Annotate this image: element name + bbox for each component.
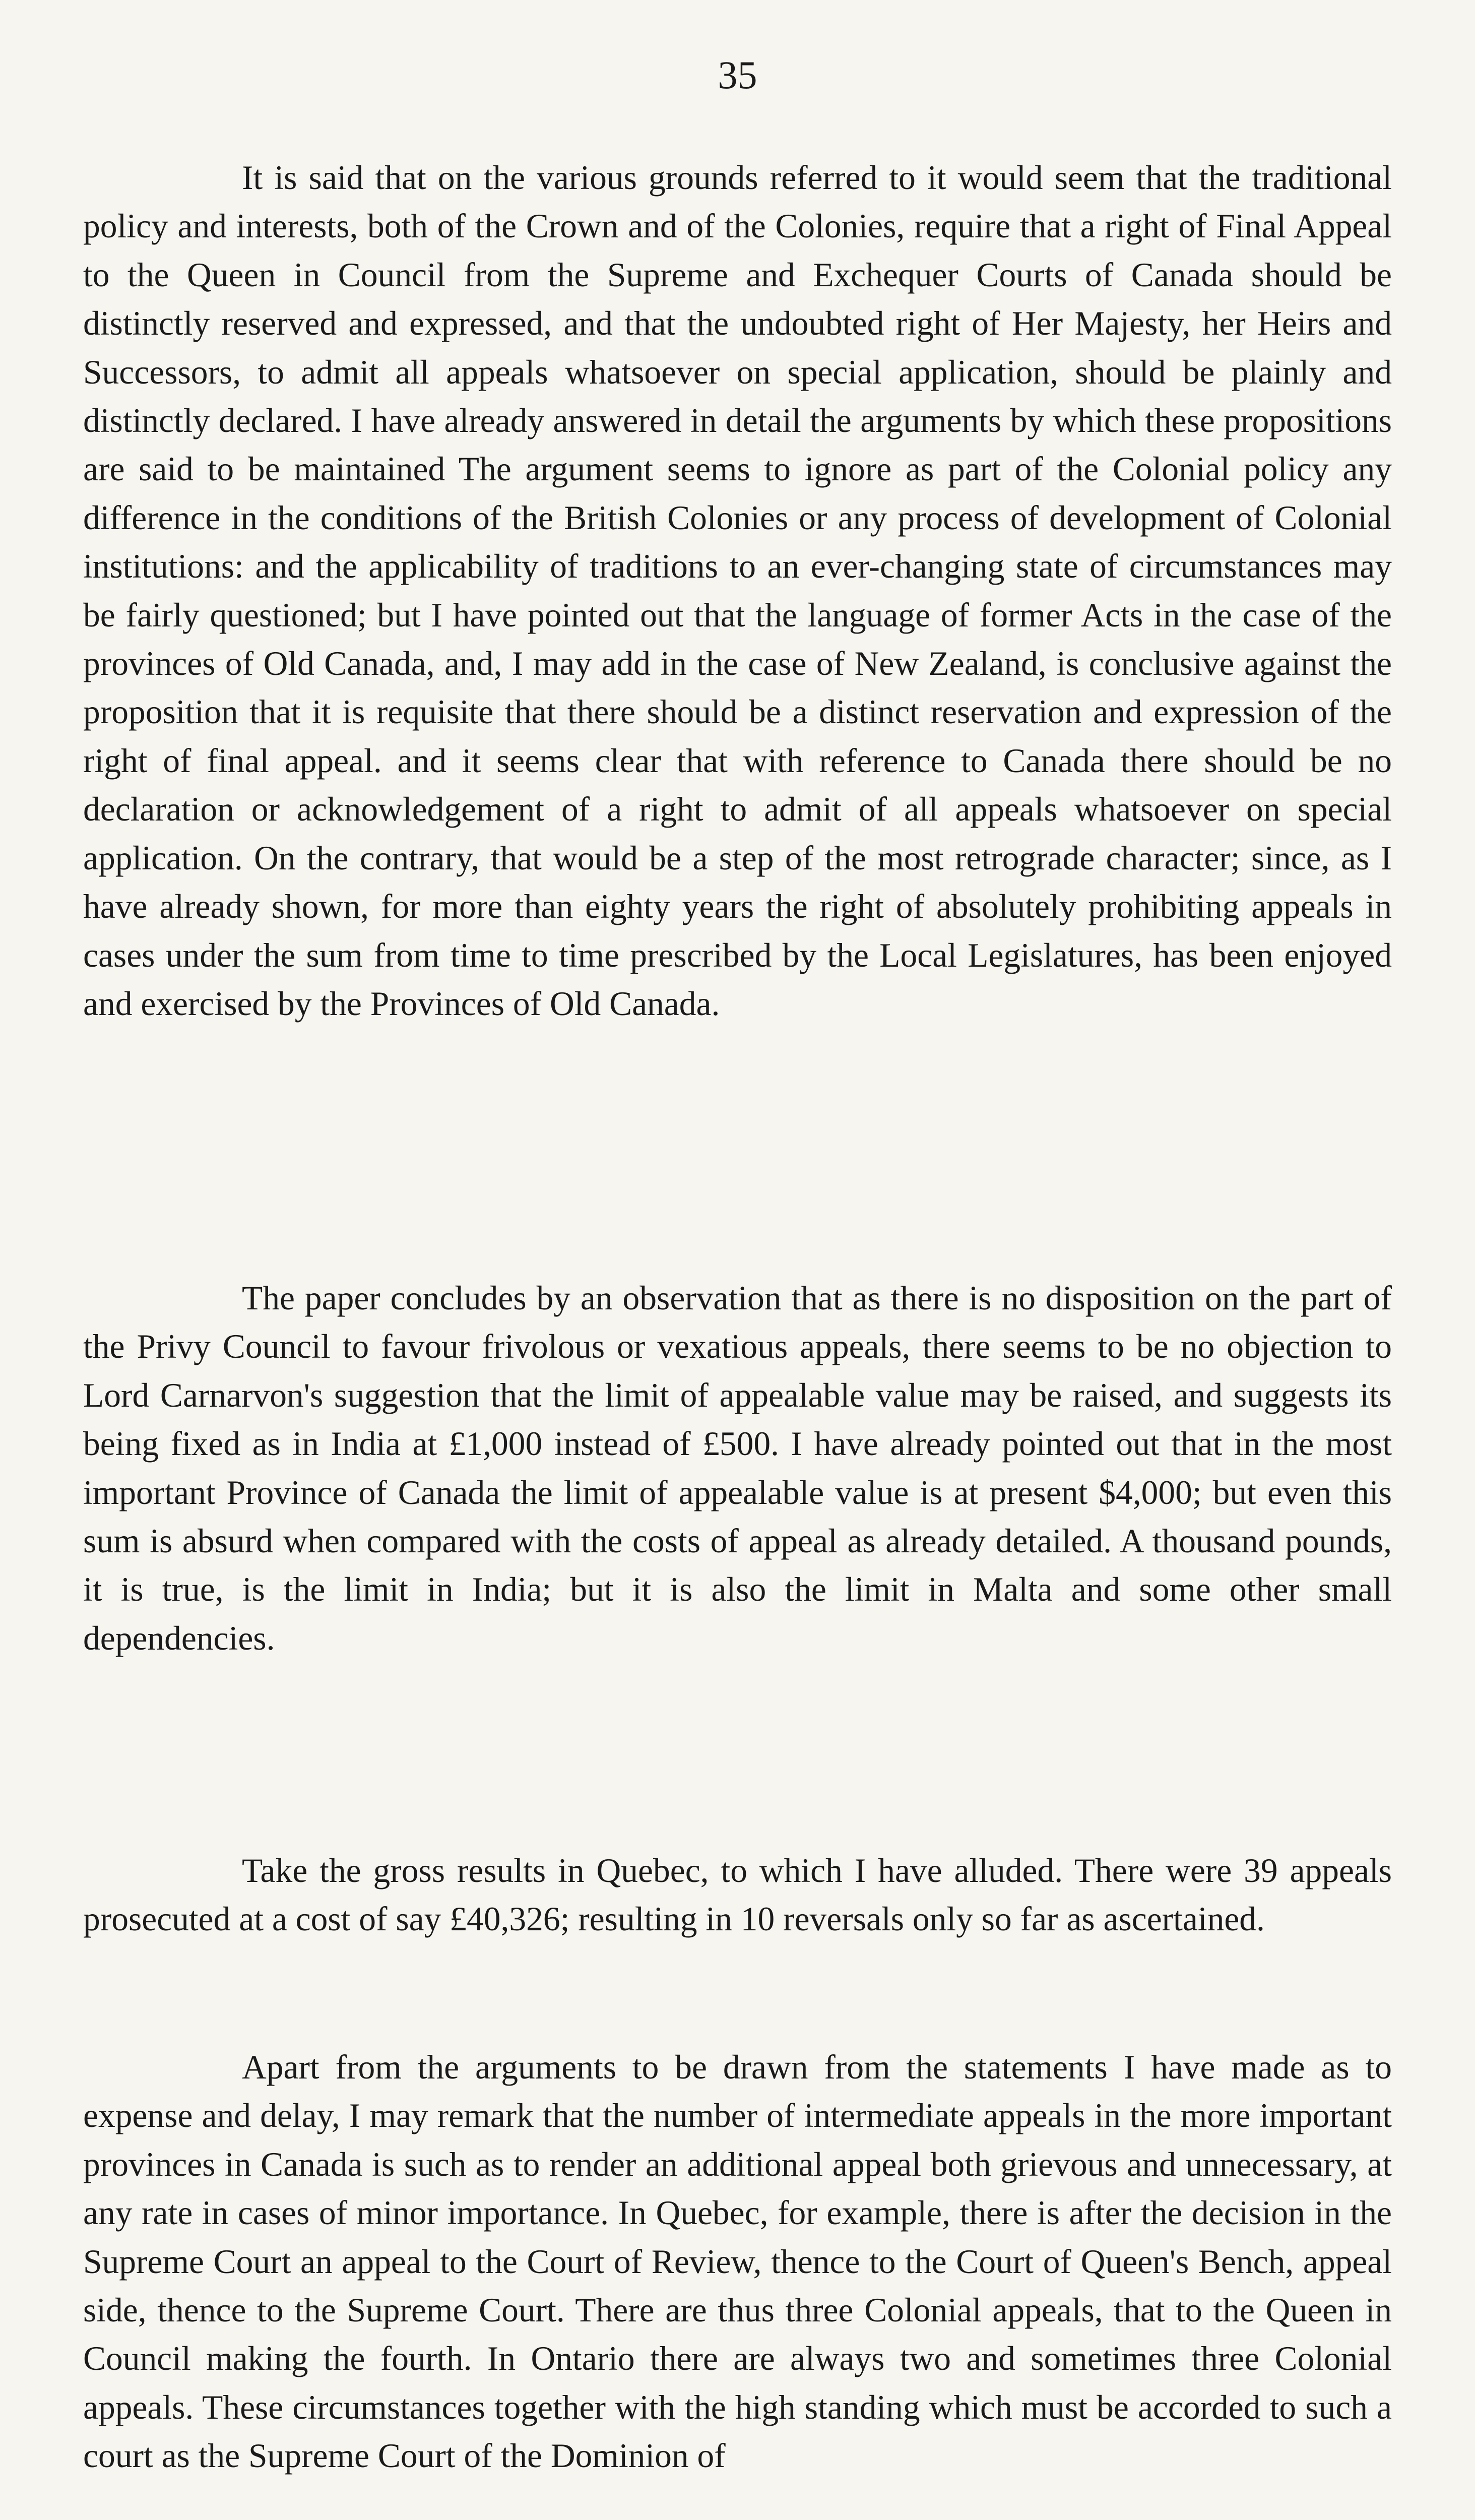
body-paragraph-1-block xyxy=(83,154,1392,1028)
body-paragraph-4-block xyxy=(83,2043,1392,2481)
paragraph-quebec-results: Take the gross results in Quebec, to which I have alluded. There were 39 appeals prosecuted at a cost of say £40,326; resulting in 10 reversals only so far as ascertained. xyxy=(83,1852,1392,1938)
body-paragraph-2-block xyxy=(83,1274,1392,1663)
paragraph-final-appeal: It is said that on the various grounds referred to it would seem that the traditional policy and interests, both of the Crown and of the Colonies, require that a right of Final Appeal to the Queen in Council from the Supreme and Exchequer Courts of Canada should be distinctly reserved and expressed, and that the undoubted right of Her Majesty, her Heirs and Successors, to admit all appeals whatsoever on special application, should be plainly and distinctly declared. I have already answered in detail the arguments by which these propositions are said to be maintained The argument seems to ignore as part of the Colonial policy any difference in the conditions of the British Colonies or any process of development of Colonial institutions: and the applicability of traditions to an ever-changing state of circumstances may be fairly questioned; but I have pointed out that the language of former Acts in the case of the provinces of Old Canada, and, I may add in the case of New Zealand, is conclusive against the proposition that it is requisite that there should be a distinct reservation and expression of the right of final appeal. and it seems clear that with reference to Canada there should be no declaration or acknowledgement of a right to admit of all appeals whatsoever on special application. On the contrary, that would be a step of the most retrograde character; since, as I have already shown, for more than eighty years the right of absolutely prohibiting appeals in cases under the sum from time to time prescribed by the Local Legislatures, has been enjoyed and exercised by the Provinces of Old Canada. xyxy=(83,159,1392,1023)
paragraph-intermediate-appeals: Apart from the arguments to be drawn from the statements I have made as to expense and delay, I may remark that the number of intermediate appeals in the more important provinces in Canada is such as to render an additional appeal both grievous and unnecessary, at any rate in cases of minor importance. In Quebec, for example, there is after the decision in the Supreme Court an appeal to the Court of Review, thence to the Court of Queen's Bench, appeal side, thence to the Supreme Court. There are thus three Colonial appeals, that to the Queen in Council making the fourth. In Ontario there are always two and sometimes three Colonial appeals. These circumstances together with the high standing which must be accorded to such a court as the Supreme Court of the Dominion of xyxy=(83,2048,1392,2475)
body-paragraph-3-block xyxy=(83,1847,1392,1944)
page-number: 35 xyxy=(718,53,757,97)
paragraph-appealable-value: The paper concludes by an observation that as there is no disposition on the part of the Privy Council to favour frivolous or vexatious appeals, there seems to be no objection to Lord Carnarvon's suggestion that the limit of appealable value may be raised, and suggests its being fixed as in India at £1,000 instead of £500. I have already pointed out that in the most important Province of Canada the limit of appealable value is at present $4,000; but even this sum is absurd when compared with the costs of appeal as already detailed. A thousand pounds, it is true, is the limit in India; but it is also the limit in Malta and some other small dependencies. xyxy=(83,1279,1392,1657)
